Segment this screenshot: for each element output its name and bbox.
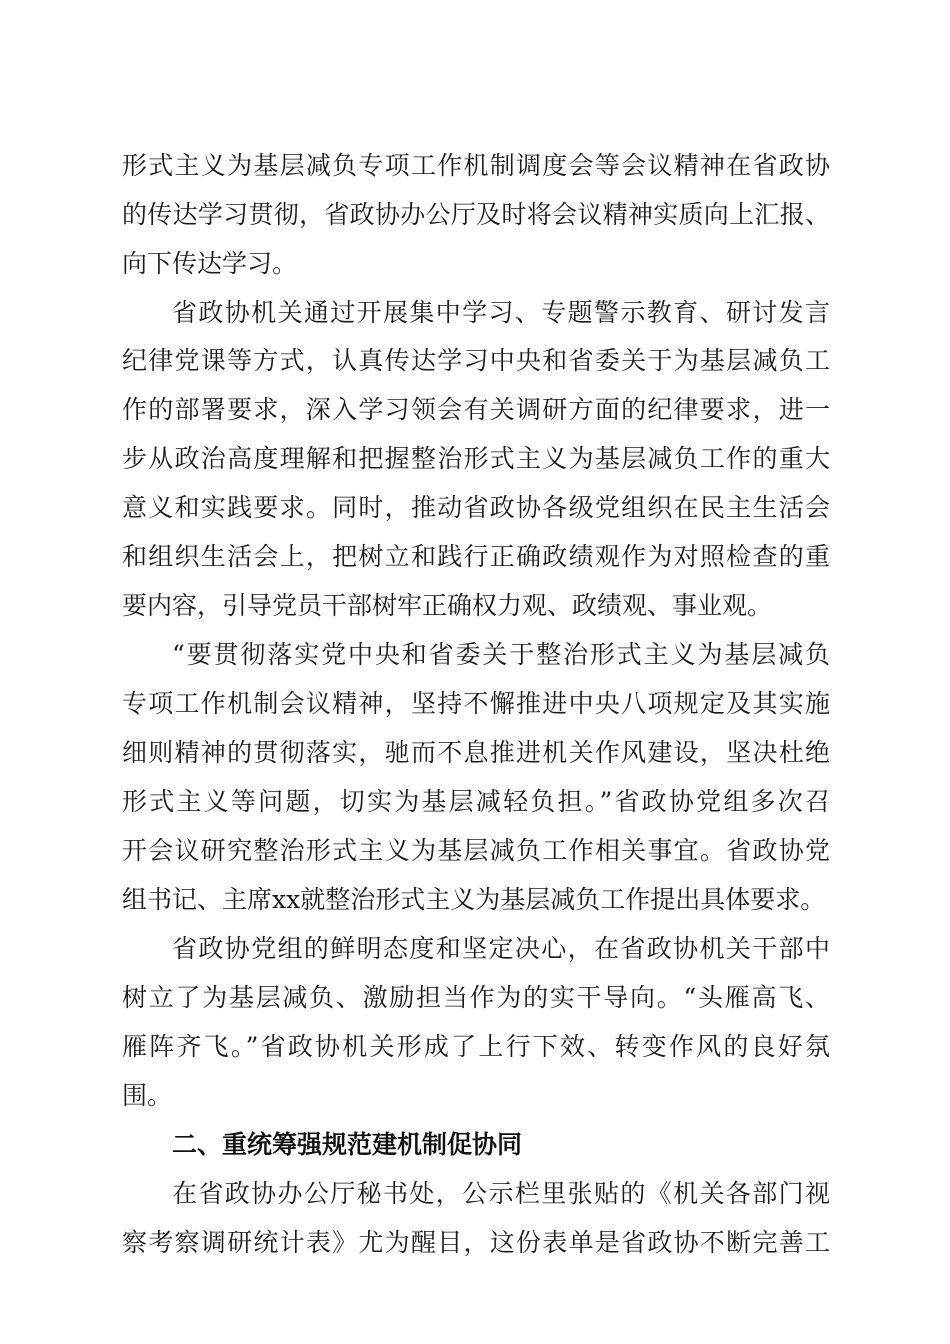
p3-line-1: “要贯彻落实党中央和省委关于整治形式主义为基层减负 xyxy=(172,640,830,669)
p3-line-6: 组书记、主席xx就整治形式主义为基层减负工作提出具体要求。 xyxy=(122,885,826,914)
p5-line-2: 察考察调研统计表》尤为醒目，这份表单是省政协不断完善工 xyxy=(122,1228,830,1257)
p2-line-1: 省政协机关通过开展集中学习、专题警示教育、研讨发言 xyxy=(172,298,830,327)
p1-line-1: 形式主义为基层减负专项工作机制调度会等会议精神在省政协 xyxy=(122,151,830,180)
p1-line-3: 向下传达学习。 xyxy=(122,249,298,278)
p4-line-1: 省政协党组的鲜明态度和坚定决心，在省政协机关干部中 xyxy=(172,934,830,963)
p2-line-4: 步从政治高度理解和把握整治形式主义为基层减负工作的重大 xyxy=(122,444,830,473)
p3-line-2: 专项工作机制会议精神，坚持不懈推进中央八项规定及其实施 xyxy=(122,689,830,718)
p2-line-7: 要内容，引导党员干部树牢正确权力观、政绩观、事业观。 xyxy=(122,591,773,620)
p2-line-2: 纪律党课等方式，认真传达学习中央和省委关于为基层减负工 xyxy=(122,346,830,375)
p1-line-2: 的传达学习贯彻，省政协办公厅及时将会议精神实质向上汇报、 xyxy=(122,200,830,229)
p4-line-4: 围。 xyxy=(122,1081,173,1110)
section-heading-2: 二、重统筹强规范建机制促协同 xyxy=(172,1130,523,1159)
p2-line-5: 意义和实践要求。同时，推动省政协各级党组织在民主生活会 xyxy=(122,493,830,522)
p2-line-3: 作的部署要求，深入学习领会有关调研方面的纪律要求，进一 xyxy=(122,395,830,424)
p5-line-1: 在省政协办公厅秘书处，公示栏里张贴的《机关各部门视 xyxy=(172,1179,830,1208)
p3-line-4: 形式主义等问题，切实为基层减轻负担。”省政协党组多次召 xyxy=(122,787,830,816)
p2-line-6: 和组织生活会上，把树立和践行正确政绩观作为对照检查的重 xyxy=(122,542,830,571)
p3-line-3: 细则精神的贯彻落实，驰而不息推进机关作风建设，坚决杜绝 xyxy=(122,738,830,767)
p4-line-3: 雁阵齐飞。”省政协机关形成了上行下效、转变作风的良好氛 xyxy=(122,1032,830,1061)
p3-line-5: 开会议研究整治形式主义为基层减负工作相关事宜。省政协党 xyxy=(122,836,830,865)
p4-line-2: 树立了为基层减负、激励担当作为的实干导向。“头雁高飞、 xyxy=(122,983,830,1012)
